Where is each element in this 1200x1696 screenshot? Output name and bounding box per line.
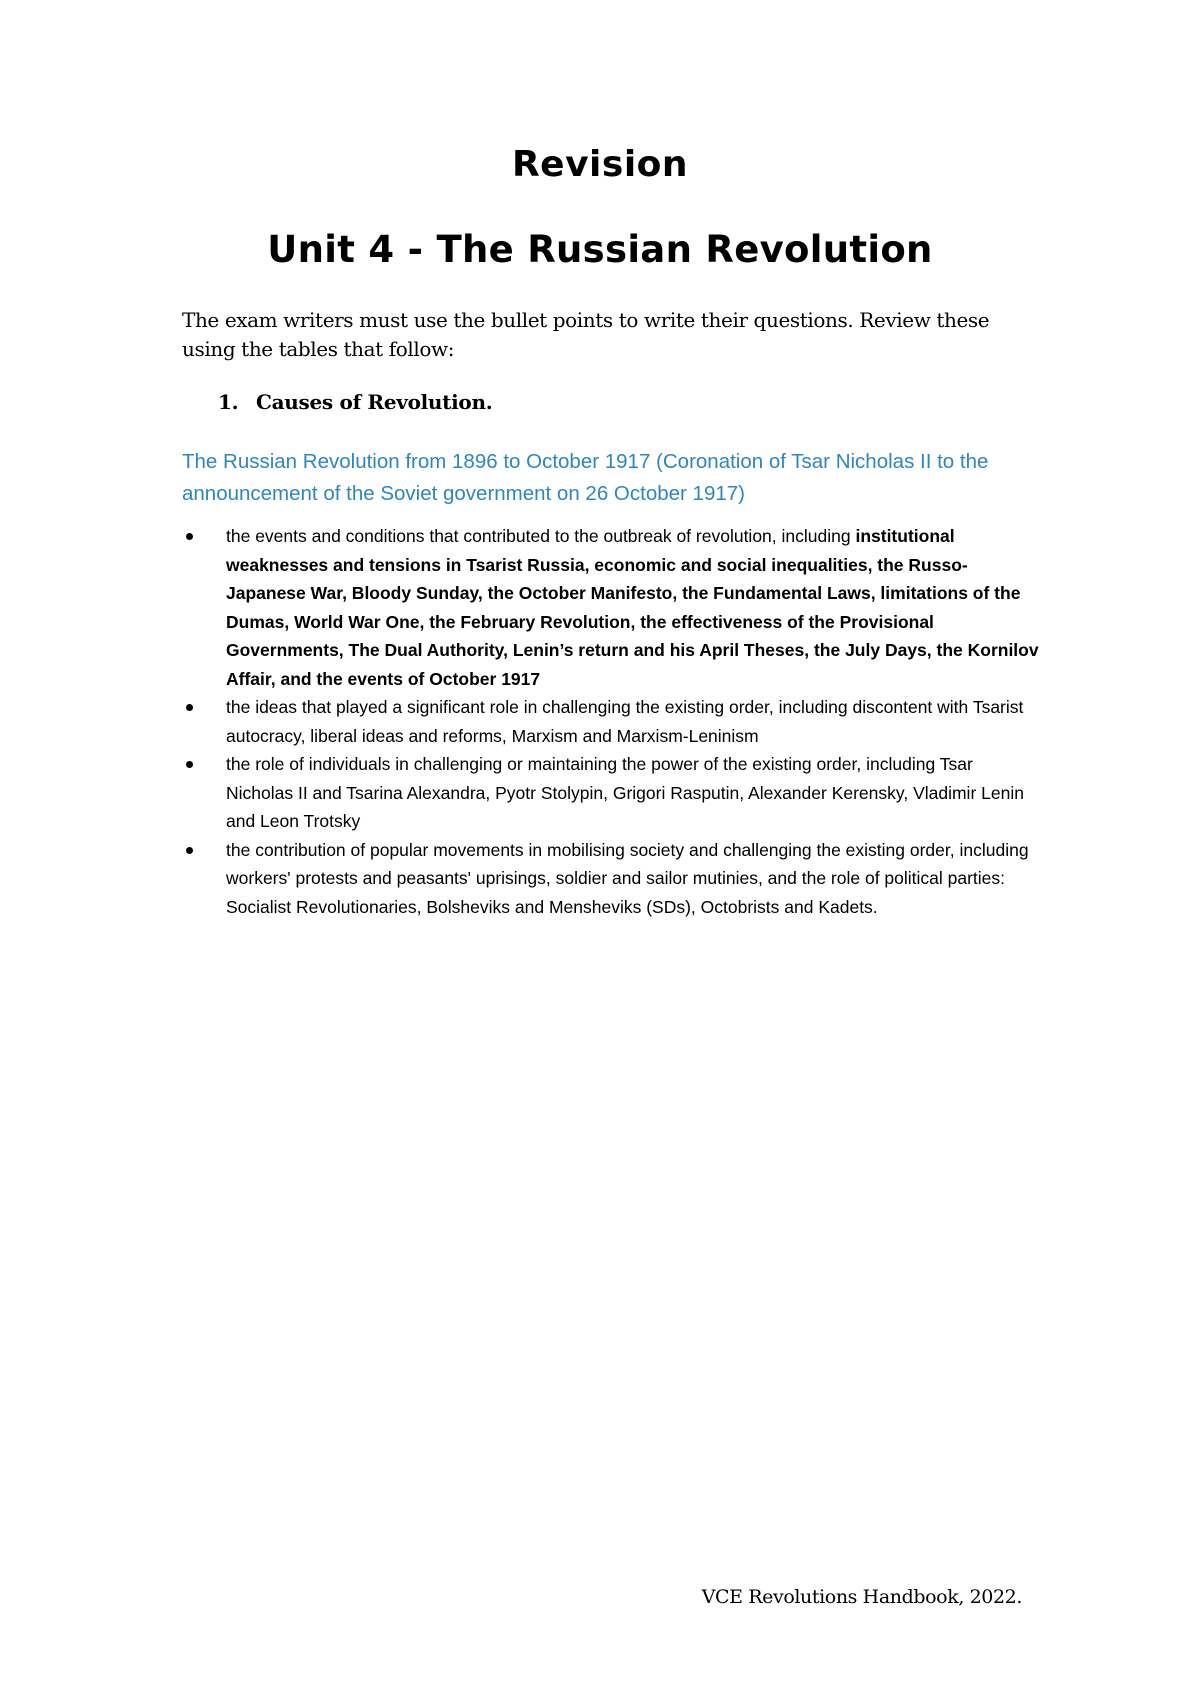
bullet-list xyxy=(182,522,1042,921)
page-title: Revision xyxy=(511,144,689,185)
page-subtitle: Unit 4 - The Russian Revolution xyxy=(267,228,933,271)
study-period-paragraph: The Russian Revolution from 1896 to October 1917 (Coronation of Tsar Nicholas II to the announcement of the Soviet government on 26 October 1917) xyxy=(182,450,989,505)
section-heading xyxy=(218,390,492,414)
section-number: 1. xyxy=(218,390,239,414)
bullet-text: the contribution of popular movements in mobilising society and challenging the existing order, including workers' protests and peasants' uprisings, soldier and sailor mutinies, and the role of political parties: Socialist Revolutionaries, Bolsheviks and Mensheviks (SDs), Octobrists and Kadets. xyxy=(226,839,1029,917)
list-item xyxy=(182,693,1042,750)
bullet-icon xyxy=(186,847,193,854)
bullet-icon xyxy=(186,533,193,540)
bullet-bold-text: institutional weaknesses and tensions in Tsarist Russia, economic and social inequalities, the Russo-Japanese War, Bloody Sunday, the October Manifesto, the Fundamental Laws, limitations of the Dumas, World War One, the February Revolution, the effectiveness of the Provisional Governments, The Dual Authority, Lenin’s return and his April Theses, the July Days, the Kornilov Affair, and the events of October 1917 xyxy=(226,526,1039,689)
intro-paragraph: The exam writers must use the bullet points to write their questions. Review these using the tables that follow: xyxy=(182,308,990,361)
bullet-text: the role of individuals in challenging or maintaining the power of the existing order, including Tsar Nicholas II and Tsarina Alexandra, Pyotr Stolypin, Grigori Rasputin, Alexander Kerensky, Vladimir Lenin and Leon Trotsky xyxy=(226,754,1024,831)
page-footer: VCE Revolutions Handbook, 2022. xyxy=(701,1586,1022,1608)
bullet-text: the ideas that played a significant role in challenging the existing order, including discontent with Tsarist autocracy, liberal ideas and reforms, Marxism and Marxism-Leninism xyxy=(226,697,1024,746)
list-item xyxy=(182,836,1042,922)
list-item xyxy=(182,522,1042,693)
section-heading-text: Causes of Revolution. xyxy=(256,390,493,414)
bullet-icon xyxy=(186,704,193,711)
list-item xyxy=(182,750,1042,836)
bullet-icon xyxy=(186,761,193,768)
bullet-text: the events and conditions that contributed to the outbreak of revolution, including xyxy=(226,526,856,546)
